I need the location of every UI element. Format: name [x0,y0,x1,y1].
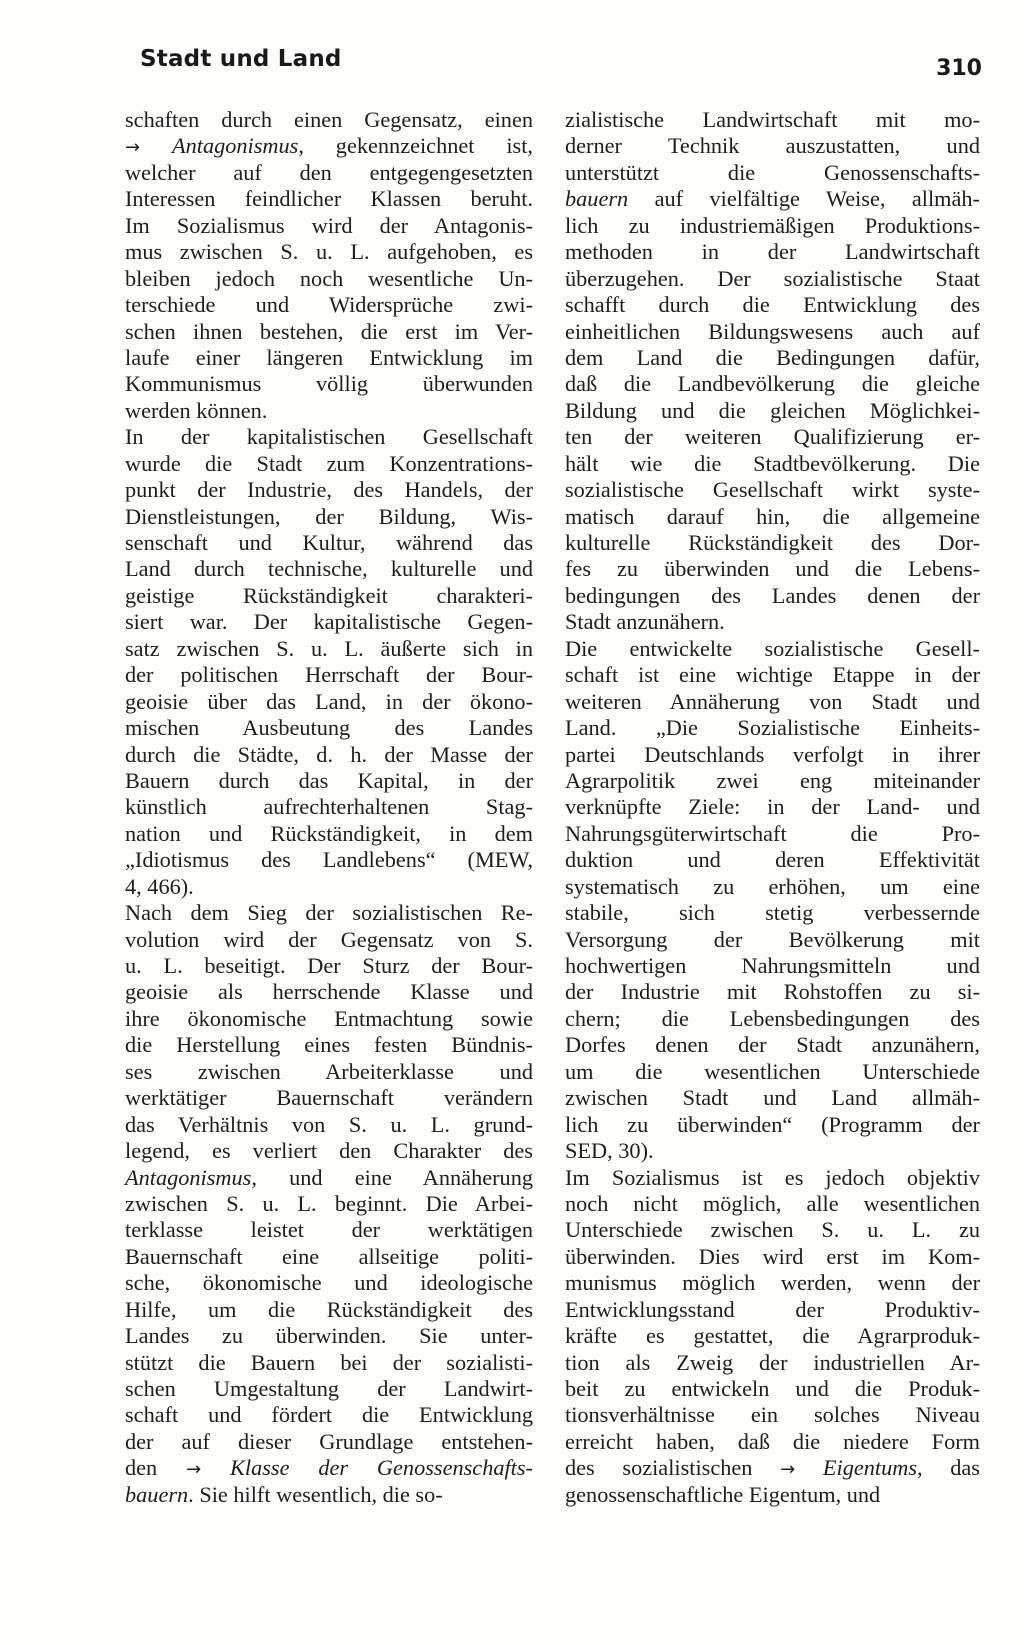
text-line: nation und Rückständigkeit, in dem [125,820,533,846]
text-line: künstlich aufrechterhaltenen Stag- [125,794,533,820]
text-line: „Idiotismus des Landlebens“ (MEW, [125,847,533,873]
text-line: geistige Rückständigkeit charakteri- [125,582,533,608]
text-line: um die wesentlichen Unterschiede [565,1058,980,1084]
paragraph [125,900,533,1508]
text-line: 4, 466). [125,873,194,899]
text-line: chern; die Lebensbedingungen des [565,1005,980,1031]
text-line: bleiben jedoch noch wesentliche Un- [125,265,533,291]
text-line: SED, 30). [565,1138,654,1164]
text-line: Stadt anzunähern. [565,609,725,635]
text-line: ses zwischen Arbeiterklasse und [125,1058,533,1084]
text-line: einheitlichen Bildungswesens auch auf [565,318,980,344]
text-line: Land. „Die Sozialistische Einheits- [565,715,980,741]
text-line: Die entwickelte sozialistische Gesell- [565,635,980,661]
text-line: dem Land die Bedingungen dafür, [565,344,980,370]
text-line: siert war. Der kapitalistische Gegen- [125,609,533,635]
text-line: partei Deutschlands verfolgt in ihrer [565,741,980,767]
text-line: u. L. beseitigt. Der Sturz der Bour- [125,953,533,978]
text-line: das Verhältnis von S. u. L. grund- [125,1111,533,1137]
text-line: Dorfes denen der Stadt anzunähern, [565,1032,980,1058]
text-line: Im Sozialismus wird der Antagonis- [125,212,533,238]
text-line: In der kapitalistischen Gesellschaft [125,424,533,450]
text-line: → Antagonismus, gekennzeichnet ist, [125,133,533,159]
text-line: sche, ökonomische und ideologische [125,1270,533,1296]
text-line: systematisch zu erhöhen, um eine [565,873,980,899]
right-text-column [565,107,980,1508]
text-line: satz zwischen S. u. L. äußerte sich in [125,635,533,661]
text-line: punkt der Industrie, des Handels, der [125,477,533,503]
text-line: mischen Ausbeutung des Landes [125,715,533,741]
text-line: Hilfe, um die Rückständigkeit des [125,1296,533,1322]
text-line: unterstützt die Genossenschafts- [565,159,980,185]
page-number: 310 [936,56,982,81]
text-line: den → Klasse der Genossenschafts- [125,1455,533,1481]
text-line: duktion und deren Effektivität [565,847,980,873]
text-line: Antagonismus, und eine Annäherung [125,1164,533,1190]
text-line: methoden in der Landwirtschaft [565,239,980,265]
text-line: werden können. [125,397,268,423]
paragraph [565,636,980,1165]
text-line: schafft durch die Entwicklung des [565,292,980,318]
text-line: ten der weiteren Qualifizierung er- [565,424,980,450]
text-line: Nahrungsgüterwirtschaft die Pro- [565,820,980,846]
text-line: noch nicht möglich, alle wesentlichen [565,1190,980,1216]
text-line: Bauernschaft eine allseitige politi- [125,1243,533,1269]
text-line: schaften durch einen Gegensatz, einen [125,107,533,132]
cross-reference-arrow-icon: → [780,1459,796,1481]
text-line: des sozialistischen → Eigentums, das [565,1455,980,1481]
text-line: terklasse leistet der werktätigen [125,1217,533,1243]
text-line: ihre ökonomische Entmachtung sowie [125,1005,533,1031]
text-line: geoisie als herrschende Klasse und [125,979,533,1005]
text-line: Unterschiede zwischen S. u. L. zu [565,1217,980,1243]
text-line: kulturelle Rückständigkeit des Dor- [565,530,980,555]
text-line: kräfte es gestattet, die Agrarproduk- [565,1323,980,1349]
text-line: Bildung und die gleichen Möglichkei- [565,397,980,423]
text-line: erreicht haben, daß die niedere Form [565,1428,980,1454]
text-line: fes zu überwinden und die Lebens- [565,556,980,582]
text-line: Agrarpolitik zwei eng miteinander [565,767,980,793]
text-line: genossenschaftliche Eigentum, und [565,1481,881,1507]
text-line: schaft und fördert die Entwicklung [125,1402,533,1428]
text-line: hält wie die Stadtbevölkerung. Die [565,450,980,476]
text-line: zwischen Stadt und Land allmäh- [565,1085,980,1111]
text-line: tion als Zweig der industriellen Ar- [565,1349,980,1375]
text-line: Dienstleistungen, der Bildung, Wis- [125,503,533,529]
text-line: stützt die Bauern bei der sozialisti- [125,1349,533,1375]
paragraph [125,424,533,900]
text-line: bedingungen des Landes denen der [565,582,980,608]
text-line: der politischen Herrschaft der Bour- [125,662,533,688]
text-line: die Herstellung eines festen Bündnis- [125,1032,533,1058]
text-line: geoisie über das Land, in der ökono- [125,688,533,714]
cross-reference-arrow-icon: → [125,137,141,159]
text-line: hochwertigen Nahrungsmitteln und [565,953,980,978]
text-line: beit zu entwickeln und die Produk- [565,1376,980,1401]
text-line: Kommunismus völlig überwunden [125,371,533,397]
text-line: welcher auf den entgegengesetzten [125,159,533,185]
text-line: bauern. Sie hilft wesentlich, die so- [125,1481,443,1507]
text-line: schen ihnen bestehen, die erst im Ver- [125,318,533,344]
text-line: Entwicklungsstand der Produktiv- [565,1296,980,1322]
text-line: Bauern durch das Kapital, in der [125,767,533,793]
running-head: Stadt und Land [140,46,342,72]
text-line: matisch darauf hin, die allgemeine [565,503,980,529]
paragraph [565,107,980,636]
text-line: Versorgung der Bevölkerung mit [565,926,980,952]
text-line: wurde die Stadt zum Konzentrations- [125,450,533,476]
text-line: Interessen feindlicher Klassen beruht. [125,186,533,212]
text-line: lich zu industriemäßigen Produktions- [565,212,980,238]
text-line: Im Sozialismus ist es jedoch objektiv [565,1164,980,1190]
text-line: durch die Städte, d. h. der Masse der [125,741,533,767]
text-line: legend, es verliert den Charakter des [125,1138,533,1164]
text-line: daß die Landbevölkerung die gleiche [565,371,980,397]
paragraph [565,1165,980,1509]
text-line: überzugehen. Der sozialistische Staat [565,265,980,291]
cross-reference-arrow-icon: → [186,1459,202,1481]
text-line: schen Umgestaltung der Landwirt- [125,1376,533,1401]
text-line: Landes zu überwinden. Sie unter- [125,1323,533,1349]
text-line: weiteren Annäherung von Stadt und [565,688,980,714]
text-line: munismus möglich werden, wenn der [565,1270,980,1296]
text-line: derner Technik auszustatten, und [565,133,980,159]
text-line: laufe einer längeren Entwicklung im [125,344,533,370]
text-line: senschaft und Kultur, während das [125,530,533,555]
text-line: tionsverhältnisse ein solches Niveau [565,1402,980,1428]
text-line: mus zwischen S. u. L. aufgehoben, es [125,239,533,265]
text-line: sozialistische Gesellschaft wirkt syste- [565,477,980,503]
text-line: zwischen S. u. L. beginnt. Die Arbei- [125,1190,533,1216]
left-text-column [125,107,533,1508]
text-line: zialistische Landwirtschaft mit mo- [565,107,980,132]
text-line: der Industrie mit Rohstoffen zu si- [565,979,980,1005]
text-line: der auf dieser Grundlage entstehen- [125,1428,533,1454]
text-line: überwinden. Dies wird erst im Kom- [565,1243,980,1269]
text-line: lich zu überwinden“ (Programm der [565,1111,980,1137]
text-line: terschiede und Widersprüche zwi- [125,292,533,318]
text-line: Nach dem Sieg der sozialistischen Re- [125,900,533,926]
text-line: stabile, sich stetig verbessernde [565,900,980,926]
text-line: bauern auf vielfältige Weise, allmäh- [565,186,980,212]
text-line: Land durch technische, kulturelle und [125,556,533,582]
paragraph [125,107,533,424]
text-line: werktätiger Bauernschaft verändern [125,1085,533,1111]
text-line: verknüpfte Ziele: in der Land- und [565,794,980,820]
text-line: volution wird der Gegensatz von S. [125,926,533,952]
text-line: schaft ist eine wichtige Etappe in der [565,662,980,688]
